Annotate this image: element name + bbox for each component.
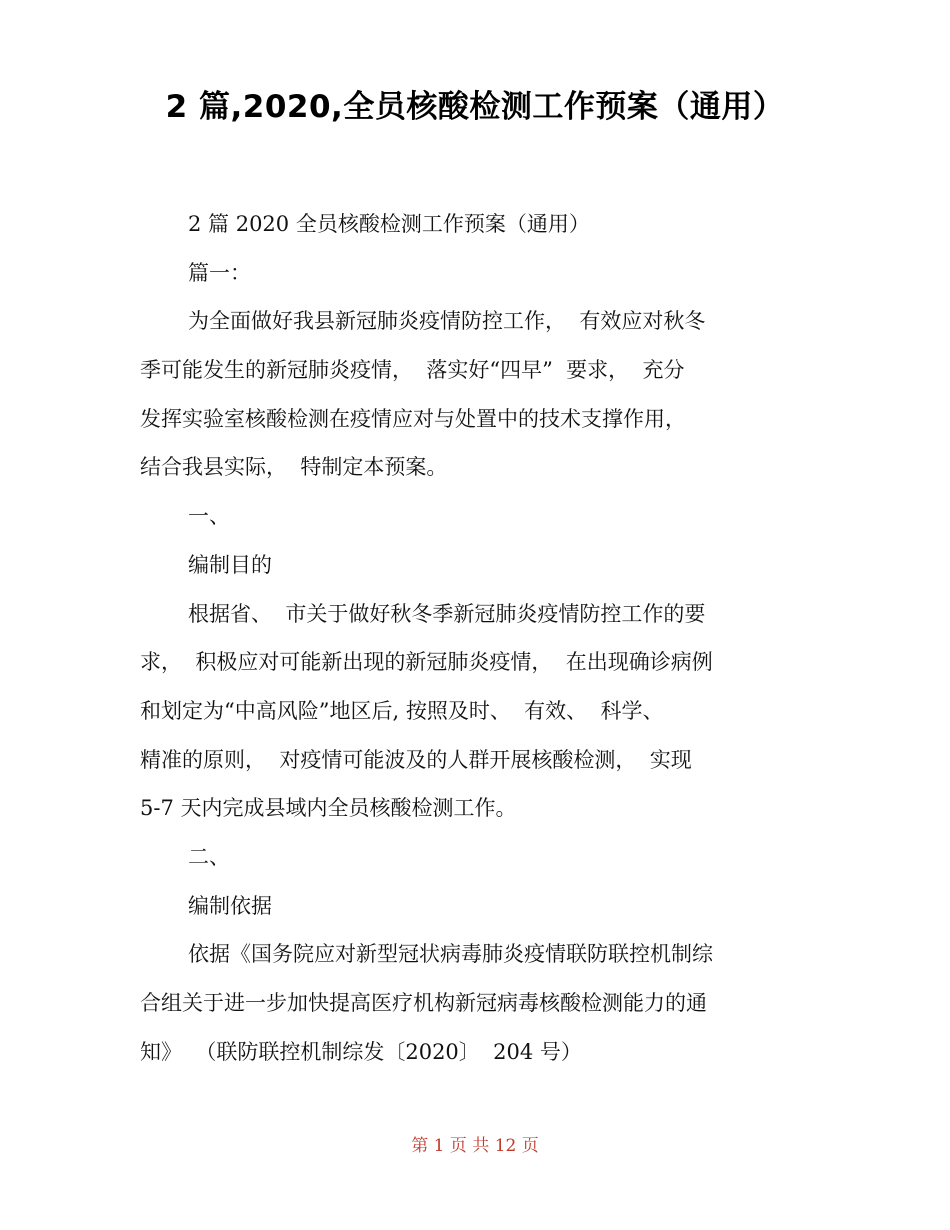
body-line: 合组关于进一步加快提高医疗机构新冠病毒核酸检测能力的通 xyxy=(140,991,707,1015)
body-line: 发挥实验室核酸检测在疫情应对与处置中的技术支撑作用， xyxy=(140,406,686,431)
body-line: 结合我县实际， 特制定本预案。 xyxy=(140,455,448,480)
document-title: 2 篇,2020,全员核酸检测工作预案（通用） xyxy=(165,89,785,125)
body-line: 一、 xyxy=(188,504,230,529)
page-footer: 第 1 页 共 12 页 xyxy=(411,1136,539,1156)
body-line: 二、 xyxy=(188,844,230,869)
body-line: 根据省、 市关于做好秋冬季新冠肺炎疫情防控工作的要 xyxy=(188,601,706,626)
body-line: 季可能发生的新冠肺炎疫情， 落实好“四早” 要求， 充分 xyxy=(140,358,685,383)
body-line: 篇一： xyxy=(188,260,251,285)
body-line: 编制目的 xyxy=(188,552,272,577)
document-body xyxy=(140,200,812,1076)
body-line: 5-7 天内完成县域内全员核酸检测工作。 xyxy=(140,796,517,821)
body-line: 编制依据 xyxy=(188,893,272,918)
body-line: 精准的原则， 对疫情可能波及的人群开展核酸检测， 实现 xyxy=(140,747,692,772)
body-line: 求， 积极应对可能新出现的新冠肺炎疫情， 在出现确诊病例 xyxy=(140,650,713,675)
body-line: 知》 （联防联控机制综发〔2020〕 204 号） xyxy=(140,1039,582,1064)
body-line: 依据《国务院应对新型冠状病毒肺炎疫情联防联控机制综 xyxy=(188,942,713,967)
body-line: 和划定为“中高风险”地区后, 按照及时、 有效、 科学、 xyxy=(140,698,664,723)
body-line: 为全面做好我县新冠肺炎疫情防控工作， 有效应对秋冬 xyxy=(188,309,706,334)
body-line: 2 篇 2020 全员核酸检测工作预案（通用） xyxy=(188,212,590,236)
